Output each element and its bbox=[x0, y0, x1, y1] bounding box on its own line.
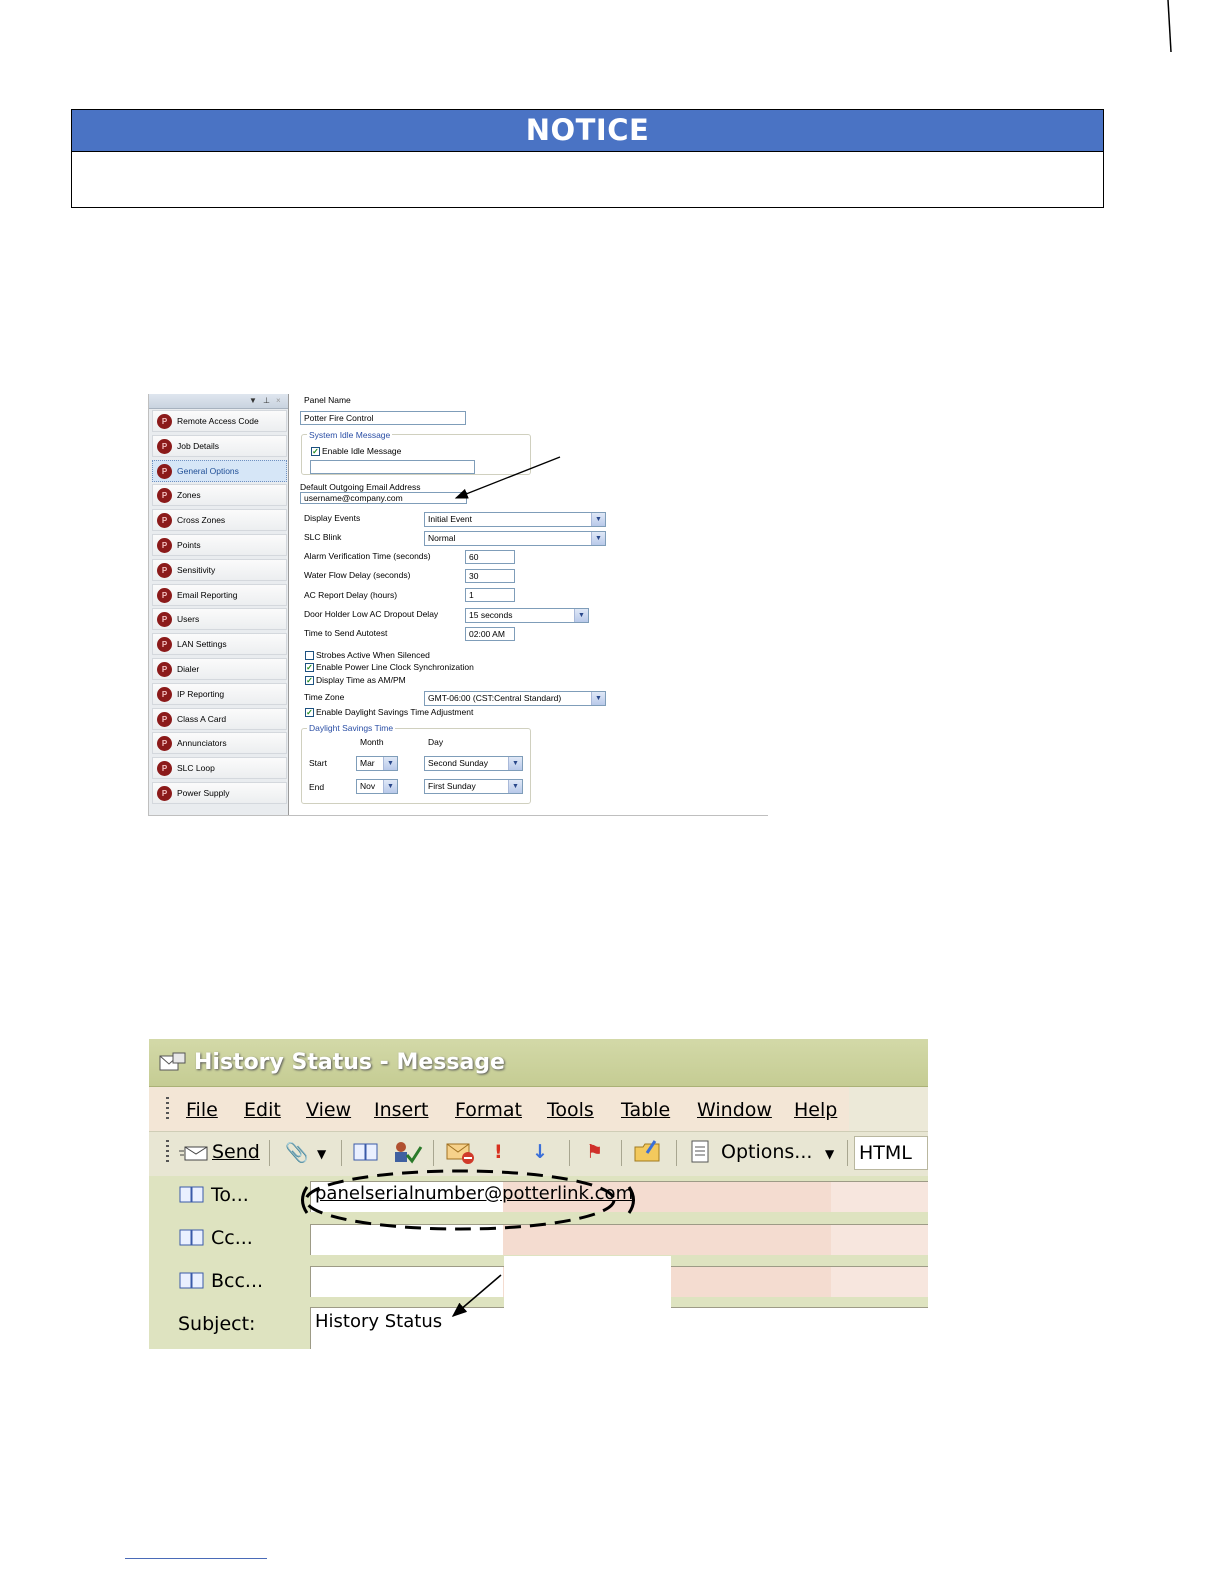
sidebar-item-email-reporting[interactable] bbox=[152, 584, 287, 606]
menu-window[interactable]: Window bbox=[697, 1099, 772, 1121]
chevron-down-icon: ▼ bbox=[508, 780, 522, 793]
email-window-screenshot bbox=[149, 1039, 928, 1349]
menu-file[interactable]: File bbox=[186, 1099, 218, 1121]
bcc-button[interactable]: Bcc... bbox=[211, 1270, 264, 1292]
signature-envelope-icon[interactable] bbox=[445, 1139, 475, 1165]
chevron-down-icon: ▼ bbox=[591, 513, 605, 526]
toolbar-separator bbox=[847, 1140, 848, 1166]
sidebar-item-label: Annunciators bbox=[177, 738, 227, 749]
autotest-label: Time to Send Autotest bbox=[304, 628, 388, 638]
dst-adjust-checkbox[interactable]: ✓ bbox=[306, 708, 313, 717]
potter-logo-icon: P bbox=[157, 786, 172, 801]
sidebar-item-power-supply[interactable] bbox=[152, 782, 287, 804]
end-day-value: First Sunday bbox=[428, 781, 476, 791]
to-address-highlight bbox=[295, 1167, 641, 1235]
toolbar-separator bbox=[433, 1140, 434, 1166]
potter-logo-icon: P bbox=[157, 538, 172, 553]
potter-logo-icon: P bbox=[157, 761, 172, 776]
sidebar-item-label: Cross Zones bbox=[177, 515, 226, 526]
potter-logo-icon: P bbox=[157, 513, 172, 528]
subject-callout-arrow bbox=[445, 1273, 515, 1323]
sidebar-item-label: Class A Card bbox=[177, 713, 227, 724]
menu-bar-filler bbox=[849, 1087, 928, 1131]
sidebar-item-label: Points bbox=[177, 540, 201, 550]
send-button[interactable]: Send bbox=[212, 1141, 260, 1163]
decorative-top-line bbox=[0, 0, 1224, 80]
notice-title: NOTICE bbox=[72, 110, 1103, 152]
menu-format[interactable]: Format bbox=[455, 1099, 522, 1121]
month-header: Month bbox=[360, 737, 384, 747]
check-names-icon[interactable] bbox=[391, 1139, 423, 1165]
sidebar-item-label: Sensitivity bbox=[177, 564, 216, 575]
dst-group-title: Daylight Savings Time bbox=[309, 723, 394, 733]
time-zone-value: GMT-06:00 (CST:Central Standard) bbox=[428, 693, 562, 703]
sidebar-item-label: Email Reporting bbox=[177, 589, 238, 600]
email-input[interactable]: username@company.com bbox=[300, 492, 467, 504]
to-address[interactable]: panelserialnumber@potterlink.com bbox=[315, 1183, 634, 1204]
panel-name-label: Panel Name bbox=[304, 395, 351, 405]
power-line-label: Enable Power Line Clock Synchronization bbox=[316, 662, 474, 672]
close-icon[interactable]: × bbox=[276, 396, 281, 405]
sidebar-item-general-options[interactable] bbox=[152, 460, 287, 482]
sidebar-item-label: Power Supply bbox=[177, 788, 230, 798]
ampm-label: Display Time as AM/PM bbox=[316, 675, 406, 685]
alarm-verification-label: Alarm Verification Time (seconds) bbox=[304, 551, 431, 561]
potter-logo-icon: P bbox=[157, 637, 172, 652]
sidebar-item-label: SLC Loop bbox=[177, 763, 215, 774]
potter-logo-icon: P bbox=[157, 464, 172, 479]
sidebar-item-ip-reporting[interactable] bbox=[152, 683, 287, 705]
sidebar-item-points[interactable] bbox=[152, 534, 287, 556]
sidebar-item-dialer[interactable] bbox=[152, 658, 287, 680]
potter-logo-icon: P bbox=[157, 588, 172, 603]
menu-edit[interactable]: Edit bbox=[244, 1099, 281, 1121]
sidebar-item-label: Zones bbox=[177, 490, 201, 501]
sidebar-item-remote-access-code[interactable] bbox=[152, 410, 287, 432]
email-label: Default Outgoing Email Address bbox=[300, 482, 421, 492]
pin-icon[interactable]: ⊥ bbox=[263, 396, 270, 405]
ampm-checkbox[interactable]: ✓ bbox=[306, 676, 313, 685]
send-icon[interactable] bbox=[179, 1139, 209, 1165]
chevron-down-icon[interactable]: ▼ bbox=[825, 1147, 835, 1161]
sidebar-item-label: Remote Access Code bbox=[177, 416, 259, 426]
menu-grip[interactable] bbox=[166, 1097, 169, 1119]
end-label: End bbox=[309, 782, 325, 792]
options-icon[interactable] bbox=[689, 1139, 713, 1165]
email-callout-arrow bbox=[440, 450, 570, 510]
dst-adjust-label: Enable Daylight Savings Time Adjustment bbox=[316, 707, 474, 717]
dropdown-icon[interactable]: ▼ bbox=[249, 396, 257, 405]
address-book-icon[interactable] bbox=[179, 1228, 205, 1247]
config-sidebar bbox=[148, 394, 289, 815]
chevron-down-icon: ▼ bbox=[508, 757, 522, 770]
autotest-input[interactable]: 02:00 AM bbox=[465, 627, 515, 641]
potter-logo-icon: P bbox=[157, 414, 172, 429]
sidebar-item-label: Job Details bbox=[177, 440, 220, 451]
toolbar-separator bbox=[676, 1140, 677, 1166]
sidebar-item-users[interactable] bbox=[152, 608, 287, 630]
address-book-icon[interactable] bbox=[179, 1185, 205, 1204]
chevron-down-icon: ▼ bbox=[383, 757, 397, 770]
door-holder-select[interactable] bbox=[465, 608, 589, 623]
toolbar-separator bbox=[621, 1140, 622, 1166]
sidebar-item-sensitivity[interactable] bbox=[152, 559, 287, 581]
slc-blink-label: SLC Blink bbox=[304, 532, 342, 542]
end-month-value: Nov bbox=[360, 781, 376, 791]
start-label: Start bbox=[309, 758, 327, 768]
envelope-icon bbox=[159, 1052, 187, 1072]
open-folder-icon[interactable] bbox=[633, 1139, 665, 1165]
footer-rule bbox=[125, 1558, 267, 1559]
blank-overlay bbox=[504, 1256, 671, 1308]
toolbar-separator bbox=[269, 1140, 270, 1166]
start-day-value: Second Sunday bbox=[428, 758, 489, 768]
strobes-label: Strobes Active When Silenced bbox=[316, 650, 430, 660]
sidebar-header bbox=[149, 394, 288, 409]
address-book-icon[interactable] bbox=[352, 1139, 380, 1165]
paperclip-icon[interactable]: 📎 bbox=[285, 1142, 309, 1164]
slc-blink-value: Normal bbox=[428, 533, 456, 543]
potter-logo-icon: P bbox=[157, 712, 172, 727]
subject-value[interactable]: History Status bbox=[315, 1311, 443, 1332]
toolbar-grip[interactable] bbox=[166, 1140, 169, 1162]
potter-logo-icon: P bbox=[157, 488, 172, 503]
potter-logo-icon: P bbox=[157, 736, 172, 751]
subject-label: Subject: bbox=[178, 1313, 256, 1335]
strobes-checkbox[interactable] bbox=[305, 651, 314, 660]
chevron-down-icon: ▼ bbox=[574, 609, 588, 622]
day-header: Day bbox=[428, 737, 444, 747]
potter-logo-icon: P bbox=[157, 563, 172, 578]
time-zone-label: Time Zone bbox=[304, 692, 345, 702]
address-book-icon[interactable] bbox=[179, 1271, 205, 1290]
menu-table[interactable]: Table bbox=[621, 1099, 671, 1121]
start-day-select[interactable] bbox=[424, 756, 523, 771]
potter-logo-icon: P bbox=[157, 687, 172, 702]
start-month-value: Mar bbox=[360, 758, 375, 768]
menu-view[interactable]: View bbox=[306, 1099, 352, 1121]
ac-report-input[interactable]: 1 bbox=[465, 588, 515, 602]
alarm-verification-input[interactable]: 60 bbox=[465, 550, 515, 564]
potter-logo-icon: P bbox=[157, 439, 172, 454]
toolbar-separator bbox=[341, 1140, 342, 1166]
window-titlebar bbox=[149, 1039, 928, 1087]
toolbar-separator bbox=[569, 1140, 570, 1166]
chevron-down-icon: ▼ bbox=[383, 780, 397, 793]
sidebar-item-class-a-card[interactable] bbox=[152, 708, 287, 730]
format-select[interactable]: HTML bbox=[854, 1136, 928, 1170]
window-title: History Status - Message bbox=[194, 1050, 505, 1075]
end-month-select[interactable] bbox=[356, 779, 398, 794]
panel-name-input[interactable]: Potter Fire Control bbox=[300, 411, 466, 425]
menu-insert[interactable]: Insert bbox=[374, 1099, 429, 1121]
cc-button[interactable]: Cc... bbox=[211, 1227, 253, 1249]
sidebar-item-label: General Options bbox=[177, 465, 239, 476]
chevron-down-icon[interactable]: ▼ bbox=[317, 1147, 327, 1161]
chevron-down-icon: ▼ bbox=[591, 532, 605, 545]
sidebar-item-label: IP Reporting bbox=[177, 688, 225, 699]
low-importance-icon[interactable]: ↓ bbox=[532, 1141, 548, 1163]
power-line-checkbox[interactable]: ✓ bbox=[306, 663, 313, 672]
potter-logo-icon: P bbox=[157, 662, 172, 677]
water-flow-label: Water Flow Delay (seconds) bbox=[304, 570, 411, 580]
potter-logo-icon: P bbox=[157, 612, 172, 627]
sidebar-item-slc-loop[interactable] bbox=[152, 757, 287, 779]
sidebar-item-lan-settings[interactable] bbox=[152, 633, 287, 655]
notice-box bbox=[71, 109, 1104, 208]
to-button[interactable]: To... bbox=[211, 1184, 249, 1206]
enable-idle-checkbox[interactable]: ✓ bbox=[312, 447, 319, 456]
flag-icon[interactable]: ⚑ bbox=[586, 1141, 604, 1163]
menu-tools[interactable]: Tools bbox=[547, 1099, 594, 1121]
door-holder-label: Door Holder Low AC Dropout Delay bbox=[304, 609, 439, 619]
sidebar-item-annunciators[interactable] bbox=[152, 732, 287, 754]
display-events-value: Initial Event bbox=[428, 514, 472, 524]
sidebar-item-label: Users bbox=[177, 614, 200, 625]
ac-report-label: AC Report Delay (hours) bbox=[304, 590, 398, 600]
start-month-select[interactable] bbox=[356, 756, 398, 771]
door-holder-value: 15 seconds bbox=[469, 610, 513, 620]
display-events-select[interactable] bbox=[424, 512, 606, 527]
slc-blink-select[interactable] bbox=[424, 531, 606, 546]
sidebar-item-cross-zones[interactable] bbox=[152, 509, 287, 531]
sidebar-item-job-details[interactable] bbox=[152, 435, 287, 457]
chevron-down-icon: ▼ bbox=[591, 692, 605, 705]
menu-help[interactable]: Help bbox=[794, 1099, 838, 1121]
options-button[interactable]: Options... bbox=[721, 1141, 813, 1163]
sidebar-item-zones[interactable] bbox=[152, 484, 287, 506]
end-day-select[interactable] bbox=[424, 779, 523, 794]
water-flow-input[interactable]: 30 bbox=[465, 569, 515, 583]
high-importance-icon[interactable]: ! bbox=[494, 1141, 503, 1163]
sidebar-item-label: Dialer bbox=[177, 664, 200, 674]
enable-idle-label: Enable Idle Message bbox=[322, 446, 402, 456]
idle-group-title: System Idle Message bbox=[309, 430, 391, 440]
sidebar-item-label: LAN Settings bbox=[177, 639, 227, 650]
display-events-label: Display Events bbox=[304, 513, 361, 523]
time-zone-select[interactable] bbox=[424, 691, 606, 706]
